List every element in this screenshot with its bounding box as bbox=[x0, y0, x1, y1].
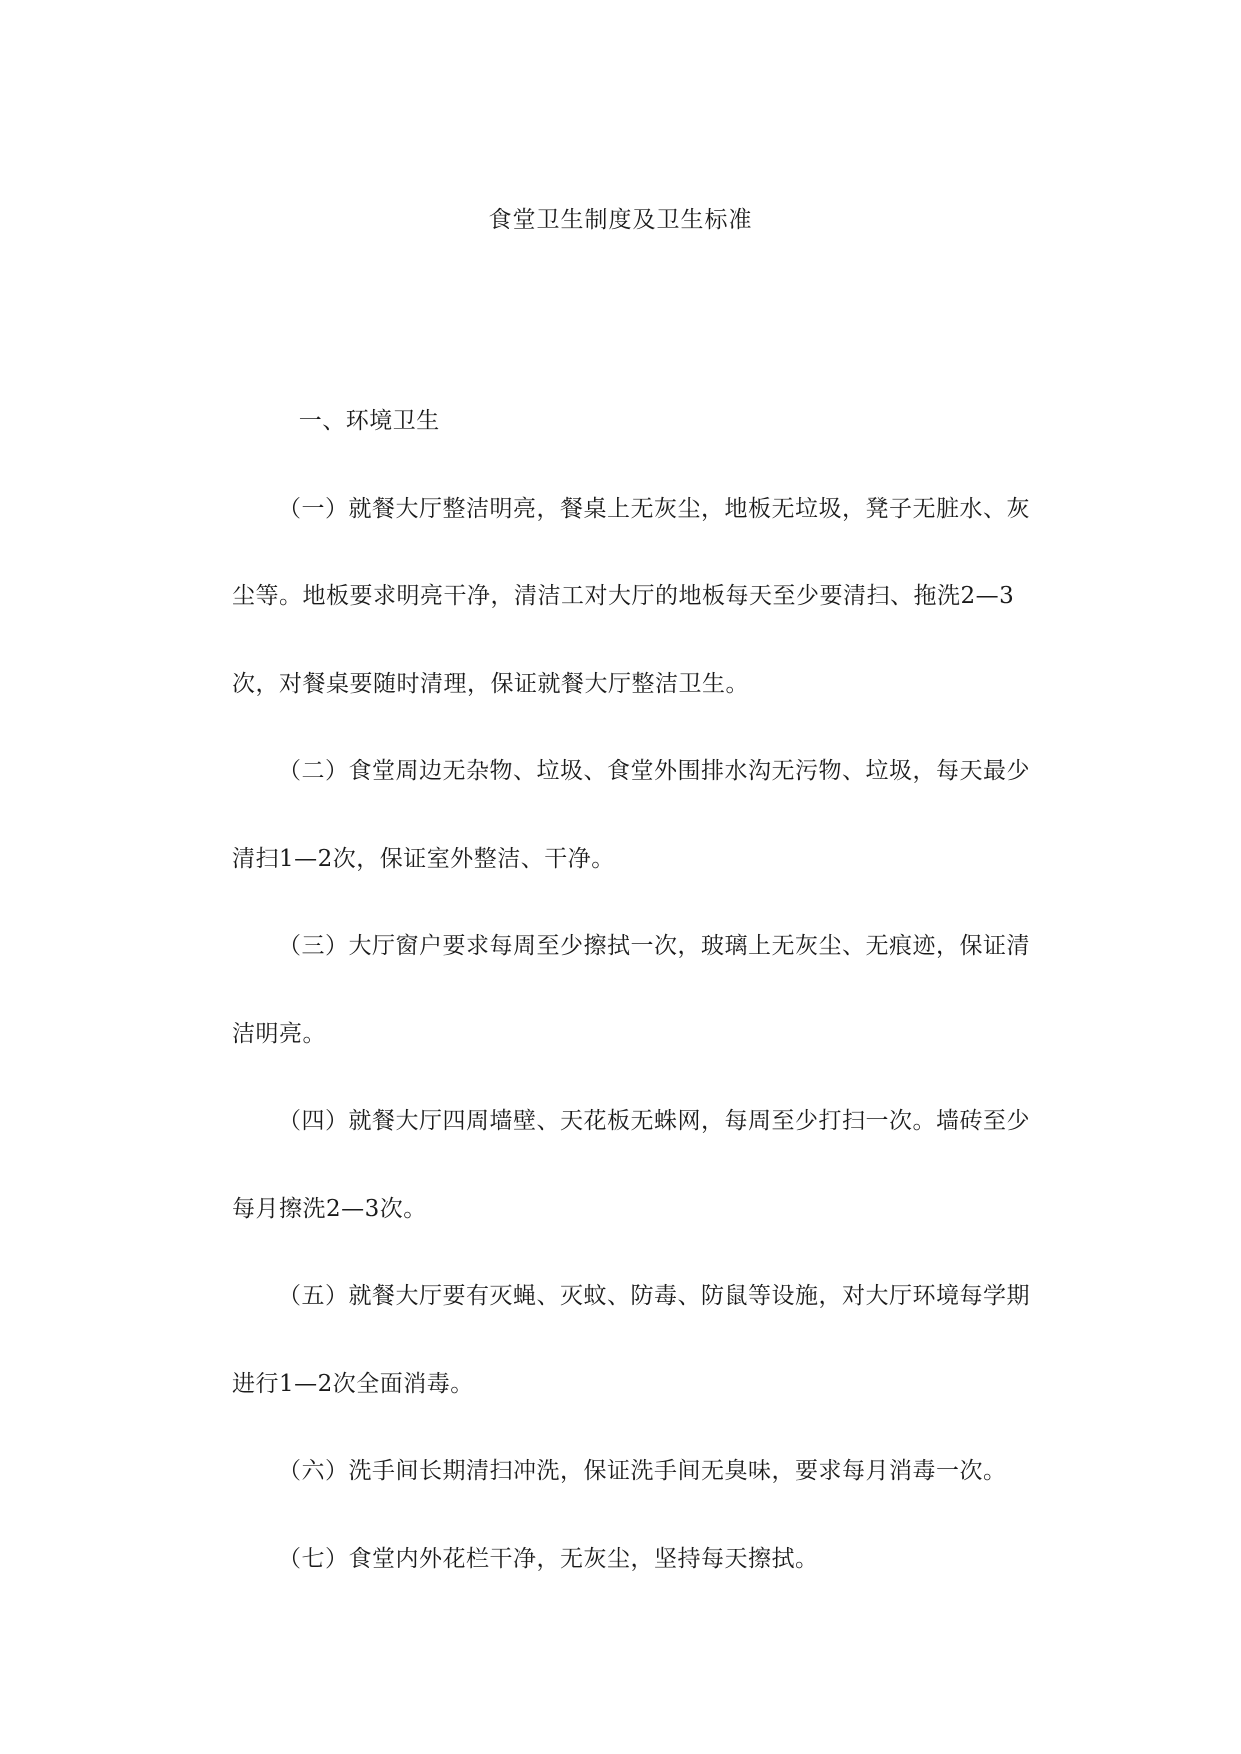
paragraph-5: （五）就餐大厅要有灭蝇、灭蚊、防毒、防鼠等设施，对大厅环境每学期进行1—2次全面消毒。 bbox=[232, 1283, 1030, 1397]
paragraph-6: （六）洗手间长期清扫冲洗，保证洗手间无臭味，要求每月消毒一次。 bbox=[278, 1458, 1007, 1484]
paragraph-3: （三）大厅窗户要求每周至少擦拭一次，玻璃上无灰尘、无痕迹，保证清洁明亮。 bbox=[232, 933, 1030, 1047]
paragraph-2: （二）食堂周边无杂物、垃圾、食堂外围排水沟无污物、垃圾，每天最少清扫1—2次，保证室外整洁、干净。 bbox=[232, 758, 1030, 872]
paragraph-7: （七）食堂内外花栏干净，无灰尘，坚持每天擦拭。 bbox=[278, 1545, 819, 1572]
paragraph-1: （一）就餐大厅整洁明亮，餐桌上无灰尘，地板无垃圾，凳子无脏水、灰尘等。地板要求明亮干净，清洁工对大厅的地板每天至少要清扫、拖洗2—3次，对餐桌要随时清理，保证就餐大厅整洁卫生。 bbox=[232, 495, 1030, 697]
document-body bbox=[232, 378, 1052, 1603]
section-heading: 一、环境卫生 bbox=[298, 408, 440, 434]
page-title: 食堂卫生制度及卫生标准 bbox=[488, 207, 753, 233]
paragraph-4: （四）就餐大厅四周墙壁、天花板无蛛网，每周至少打扫一次。墙砖至少每月擦洗2—3次。 bbox=[232, 1108, 1030, 1222]
